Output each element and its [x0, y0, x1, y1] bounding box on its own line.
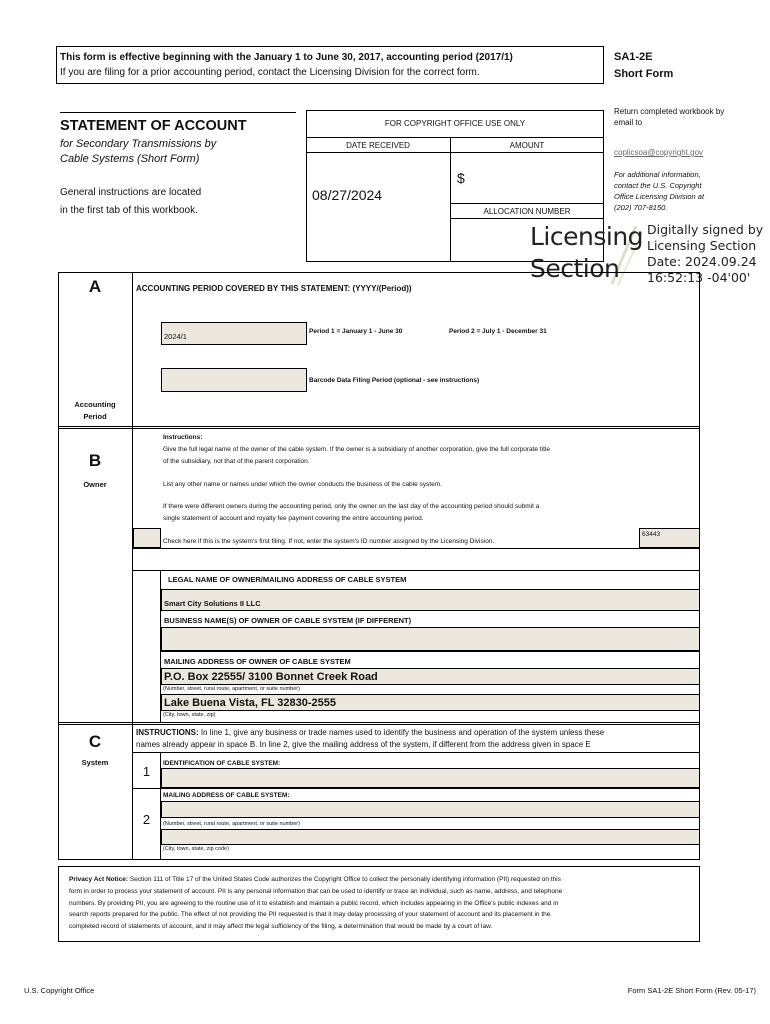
first-filing-label: Check here if this is the system's first filing. If not, enter the system's ID number assigned by the Licensing Division.	[163, 538, 495, 545]
contact-email-link[interactable]: coplicsoa@copyright.gov	[614, 148, 704, 157]
system-address-line2-hint: (City, town, state, zip code)	[163, 846, 229, 852]
mailing-top-rule	[160, 651, 700, 652]
signature-date: Date: 2024.09.24	[647, 254, 757, 269]
section-b-instr1a: Give the full legal name of the owner of the cable system. If the owner is a subsidiary of another corporation, give the full corporate title	[163, 446, 550, 453]
signature-name-line1: Licensing	[530, 222, 644, 251]
return-line1: Return completed workbook by	[614, 107, 725, 116]
signature-signed-by: Digitally signed by	[647, 222, 764, 237]
period-value: 2024/1	[164, 332, 187, 341]
business-name-label: BUSINESS NAME(S) OF OWNER OF CABLE SYSTEM (IF DIFFERENT)	[164, 616, 412, 625]
office-use-divider	[450, 137, 451, 262]
section-b-instr2: List any other name or names under which the owner conducts the business of the cable system.	[163, 481, 442, 488]
section-c-letter: C	[88, 732, 102, 751]
general-instructions-line1: General instructions are located	[60, 187, 202, 198]
privacy-head: Privacy Act Notice:	[69, 876, 129, 883]
section-a-letter: A	[88, 277, 102, 296]
legal-name-value: Smart City Solutions II LLC	[164, 599, 261, 608]
section-c-side: System	[81, 758, 109, 767]
section-b-letter: B	[88, 451, 102, 470]
privacy-line2: form in order to process your statement of account. PII is any personal information that can be used to identify or trace an individual, such as name, address, and telephone	[69, 888, 563, 895]
system-address-line1-input[interactable]	[161, 801, 700, 818]
privacy-line3: numbers. By providing PII, you are agreeing to the routine use of it to establish and maintain a public record, which includes appearing in the Office's public indexes and in	[69, 900, 559, 907]
allocation-number-label: ALLOCATION NUMBER	[483, 207, 571, 216]
period1-note: Period 1 = January 1 - June 30	[309, 328, 403, 335]
barcode-period-label: Barcode Data Filing Period (optional - see instructions)	[309, 377, 480, 384]
office-use-rule4	[450, 218, 604, 219]
privacy-line1	[69, 876, 561, 883]
info-line2: contact the U.S. Copyright	[614, 181, 702, 190]
date-received-label: DATE RECEIVED	[346, 141, 410, 150]
period2-note: Period 2 = July 1 - December 31	[449, 328, 547, 335]
form-type: Short Form	[614, 68, 674, 80]
signature-signer: Licensing Section	[647, 238, 757, 253]
section-a-title: ACCOUNTING PERIOD COVERED BY THIS STATEMENT: (YYYY/(Period))	[136, 284, 412, 293]
address-line1-hint: (Number, street, rural route, apartment, or suite number)	[163, 686, 300, 692]
line2-number: 2	[142, 812, 151, 827]
system-address-line2-input[interactable]	[161, 829, 700, 845]
system-address-line1-hint: (Number, street, rural route, apartment, or suite number)	[163, 821, 300, 827]
privacy-line4: search reports prepared for the public. The effect of not providing the PII requested is that it may delay processing of your statement of account and its placement in the	[69, 911, 551, 918]
privacy-line5: completed record of statements of account, and it may affect the legal sufficiency of the filing, a determination that would be made by a court of law.	[69, 923, 493, 930]
section-a-side-line2: Period	[83, 412, 107, 421]
footer-right: Form SA1-2E Short Form (Rev. 05-17)	[627, 986, 756, 995]
address-line2-value: Lake Buena Vista, FL 32830-2555	[164, 697, 337, 709]
effective-notice-line1: This form is effective beginning with the January 1 to June 30, 2017, accounting period (2017/1)	[60, 52, 513, 63]
effective-notice-line2: If you are filing for a prior accounting period, contact the Licensing Division for the correct form.	[60, 67, 480, 78]
identification-label: IDENTIFICATION OF CABLE SYSTEM:	[163, 760, 281, 767]
section-b-instr3a: If there were different owners during the accounting period, only the owner on the last day of the accounting period should submit a	[163, 503, 540, 510]
section-b-instr3b: single statement of account and royalty fee payment covering the entire accounting period.	[163, 515, 424, 522]
system-id-value: 63443	[642, 531, 661, 538]
section-c-top-rule	[133, 752, 700, 753]
footer-left: U.S. Copyright Office	[24, 986, 95, 995]
info-line3: Office Licensing Division at	[614, 192, 705, 201]
general-instructions-line2: in the first tab of this workbook.	[60, 205, 198, 216]
section-b-instr1b: of the subsidiary, not that of the parent corporation.	[163, 458, 310, 465]
section-a-b-divider	[58, 426, 700, 429]
mailing-owner-label: MAILING ADDRESS OF OWNER OF CABLE SYSTEM	[164, 657, 351, 666]
first-filing-checkbox[interactable]	[133, 528, 161, 548]
business-name-input[interactable]	[161, 627, 700, 651]
return-line2: email to	[614, 118, 643, 127]
line1-number: 1	[142, 764, 151, 779]
info-line4: (202) 707-8150.	[614, 203, 668, 212]
signature-time: 16:52:13 -04'00'	[647, 270, 751, 285]
office-use-rule1	[306, 137, 604, 138]
identification-input[interactable]	[161, 768, 700, 788]
section-b-side: Owner	[83, 480, 107, 489]
legal-name-label: LEGAL NAME OF OWNER/MAILING ADDRESS OF CABLE SYSTEM	[168, 575, 407, 584]
date-received-value: 08/27/2024	[312, 187, 383, 203]
section-b-c-divider	[58, 722, 700, 725]
section-b-instructions-head: Instructions:	[163, 434, 203, 441]
section-c-instructions-line2: names already appear in space B. In line 2, give the mailing address of the system, if different from the address given in space E	[136, 740, 591, 749]
title-rule	[60, 112, 296, 113]
subtitle-line2: Cable Systems (Short Form)	[60, 153, 200, 165]
office-use-rule2	[306, 152, 604, 153]
section-a-side-line1: Accounting	[74, 400, 116, 409]
barcode-period-input[interactable]	[161, 368, 307, 392]
signature-name-line2: Section	[530, 254, 620, 283]
form-code: SA1-2E	[614, 51, 653, 63]
section-c-instructions-text1: In line 1, give any business or trade names used to identify the business and operation of the system unless these	[198, 728, 605, 737]
amount-label: AMOUNT	[509, 141, 545, 150]
section-c-instructions-head: INSTRUCTIONS:	[136, 728, 199, 737]
office-use-header: FOR COPYRIGHT OFFICE USE ONLY	[384, 119, 526, 128]
address-line1-value: P.O. Box 22555/ 3100 Bonnet Creek Road	[164, 671, 378, 683]
address-line2-hint: (City, town, state, zip)	[163, 712, 216, 718]
system-mailing-label: MAILING ADDRESS OF CABLE SYSTEM:	[163, 792, 290, 799]
section-b-rule	[133, 548, 700, 549]
office-use-rule3	[450, 203, 604, 204]
owner-block-top-rule	[133, 570, 700, 571]
privacy-line1-text: Section 111 of Title 17 of the United States Code authorizes the Copyright Office to collect the personally identifying information (PII) requested on this	[128, 876, 561, 883]
amount-symbol: $	[457, 170, 465, 186]
section-c-instructions-line1	[136, 728, 604, 737]
section-c-line1-rule	[133, 788, 700, 789]
page-title: STATEMENT OF ACCOUNT	[60, 118, 247, 134]
subtitle-line1: for Secondary Transmissions by	[60, 138, 217, 150]
info-line1: For additional information,	[614, 170, 701, 179]
